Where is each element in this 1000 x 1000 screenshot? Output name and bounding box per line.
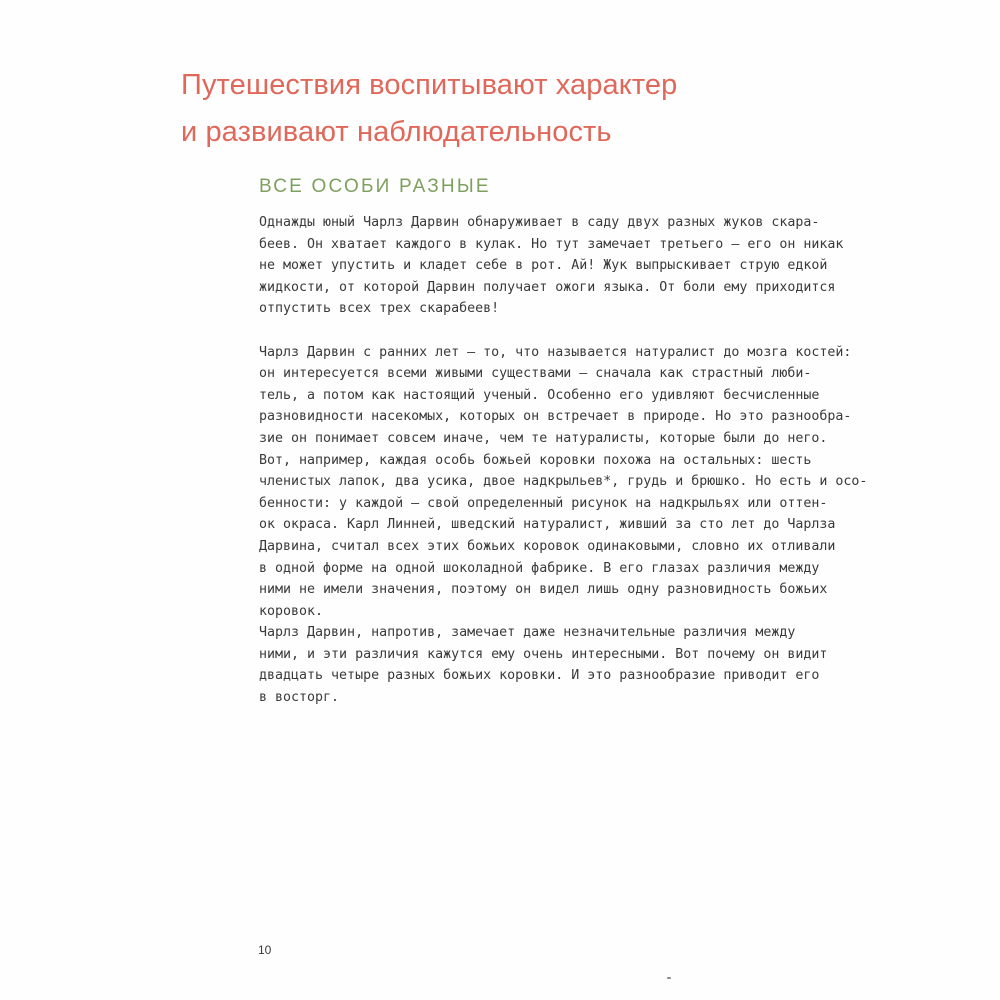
chapter-title-line: Путешествия воспитывают характер: [181, 69, 678, 101]
paragraph-3: [259, 622, 828, 708]
chapter-title: [181, 62, 821, 156]
text-line: жидкости, от которой Дарвин получает ожоги языка. От боли ему приходится: [259, 279, 836, 295]
section-heading: ВСЕ ОСОБИ РАЗНЫЕ: [259, 176, 491, 197]
text-line: ними, и эти различия кажутся ему очень интересными. Вот почему он видит: [259, 646, 828, 662]
paragraph-2: [259, 342, 868, 623]
text-line: Вот, например, каждая особь божьей коровки похожа на остальных: шесть: [259, 452, 812, 468]
text-line: Однажды юный Чарлз Дарвин обнаруживает в саду двух разных жуков скара-: [259, 215, 820, 230]
text-line: тель, а потом как настоящий ученый. Особенно его удивляют бесчисленные: [259, 387, 820, 403]
text-line: зие он понимает совсем иначе, чем те натуралисты, которые были до него.: [259, 430, 828, 446]
text-line: коровок.: [259, 603, 324, 619]
body-text: [259, 212, 868, 709]
text-line: в одной форме на одной шоколадной фабрике. В его глазах различия между: [259, 560, 820, 576]
text-line: беев. Он хватает каждого в кулак. Но тут замечает третьего — его он никак: [259, 236, 844, 252]
text-line: разновидности насекомых, которых он встречает в природе. Но это разнообра-: [259, 409, 852, 425]
text-line: ними не имели значения, поэтому он видел лишь одну разновидность божьих: [259, 582, 828, 598]
paragraph-gap: [259, 320, 779, 342]
text-line: Чарлз Дарвин, напротив, замечает даже незначительные различия между: [259, 625, 796, 641]
chapter-title-line: и развивают наблюдательность: [181, 116, 612, 148]
text-line: не может упустить и кладет себе в рот. Ай! Жук выпрыскивает струю едкой: [259, 258, 828, 274]
print-speck: [667, 977, 671, 979]
text-line: бенности: у каждой — свой определенный рисунок на надкрыльях или оттен-: [259, 495, 828, 511]
text-line: в восторг.: [259, 690, 340, 706]
paragraph-1: [259, 212, 844, 320]
page-number: 10: [258, 943, 272, 957]
text-line: членистых лапок, два усика, двое надкрыльев*, грудь и брюшко. Но есть и осо-: [259, 474, 868, 490]
text-line: отпустить всех трех скарабеев!: [259, 301, 500, 317]
text-line: он интересуется всеми живыми существами — сначала как страстный люби-: [259, 366, 812, 382]
text-line: Дарвина, считал всех этих божьих коровок одинаковыми, словно их отливали: [259, 538, 836, 554]
text-line: ок окраса. Карл Линней, шведский натуралист, живший за сто лет до Чарлза: [259, 517, 836, 533]
text-line: двадцать четыре разных божьих коровки. И это разнообразие приводит его: [259, 668, 820, 684]
text-line: Чарлз Дарвин с ранних лет — то, что называется натуралист до мозга костей:: [259, 344, 852, 360]
